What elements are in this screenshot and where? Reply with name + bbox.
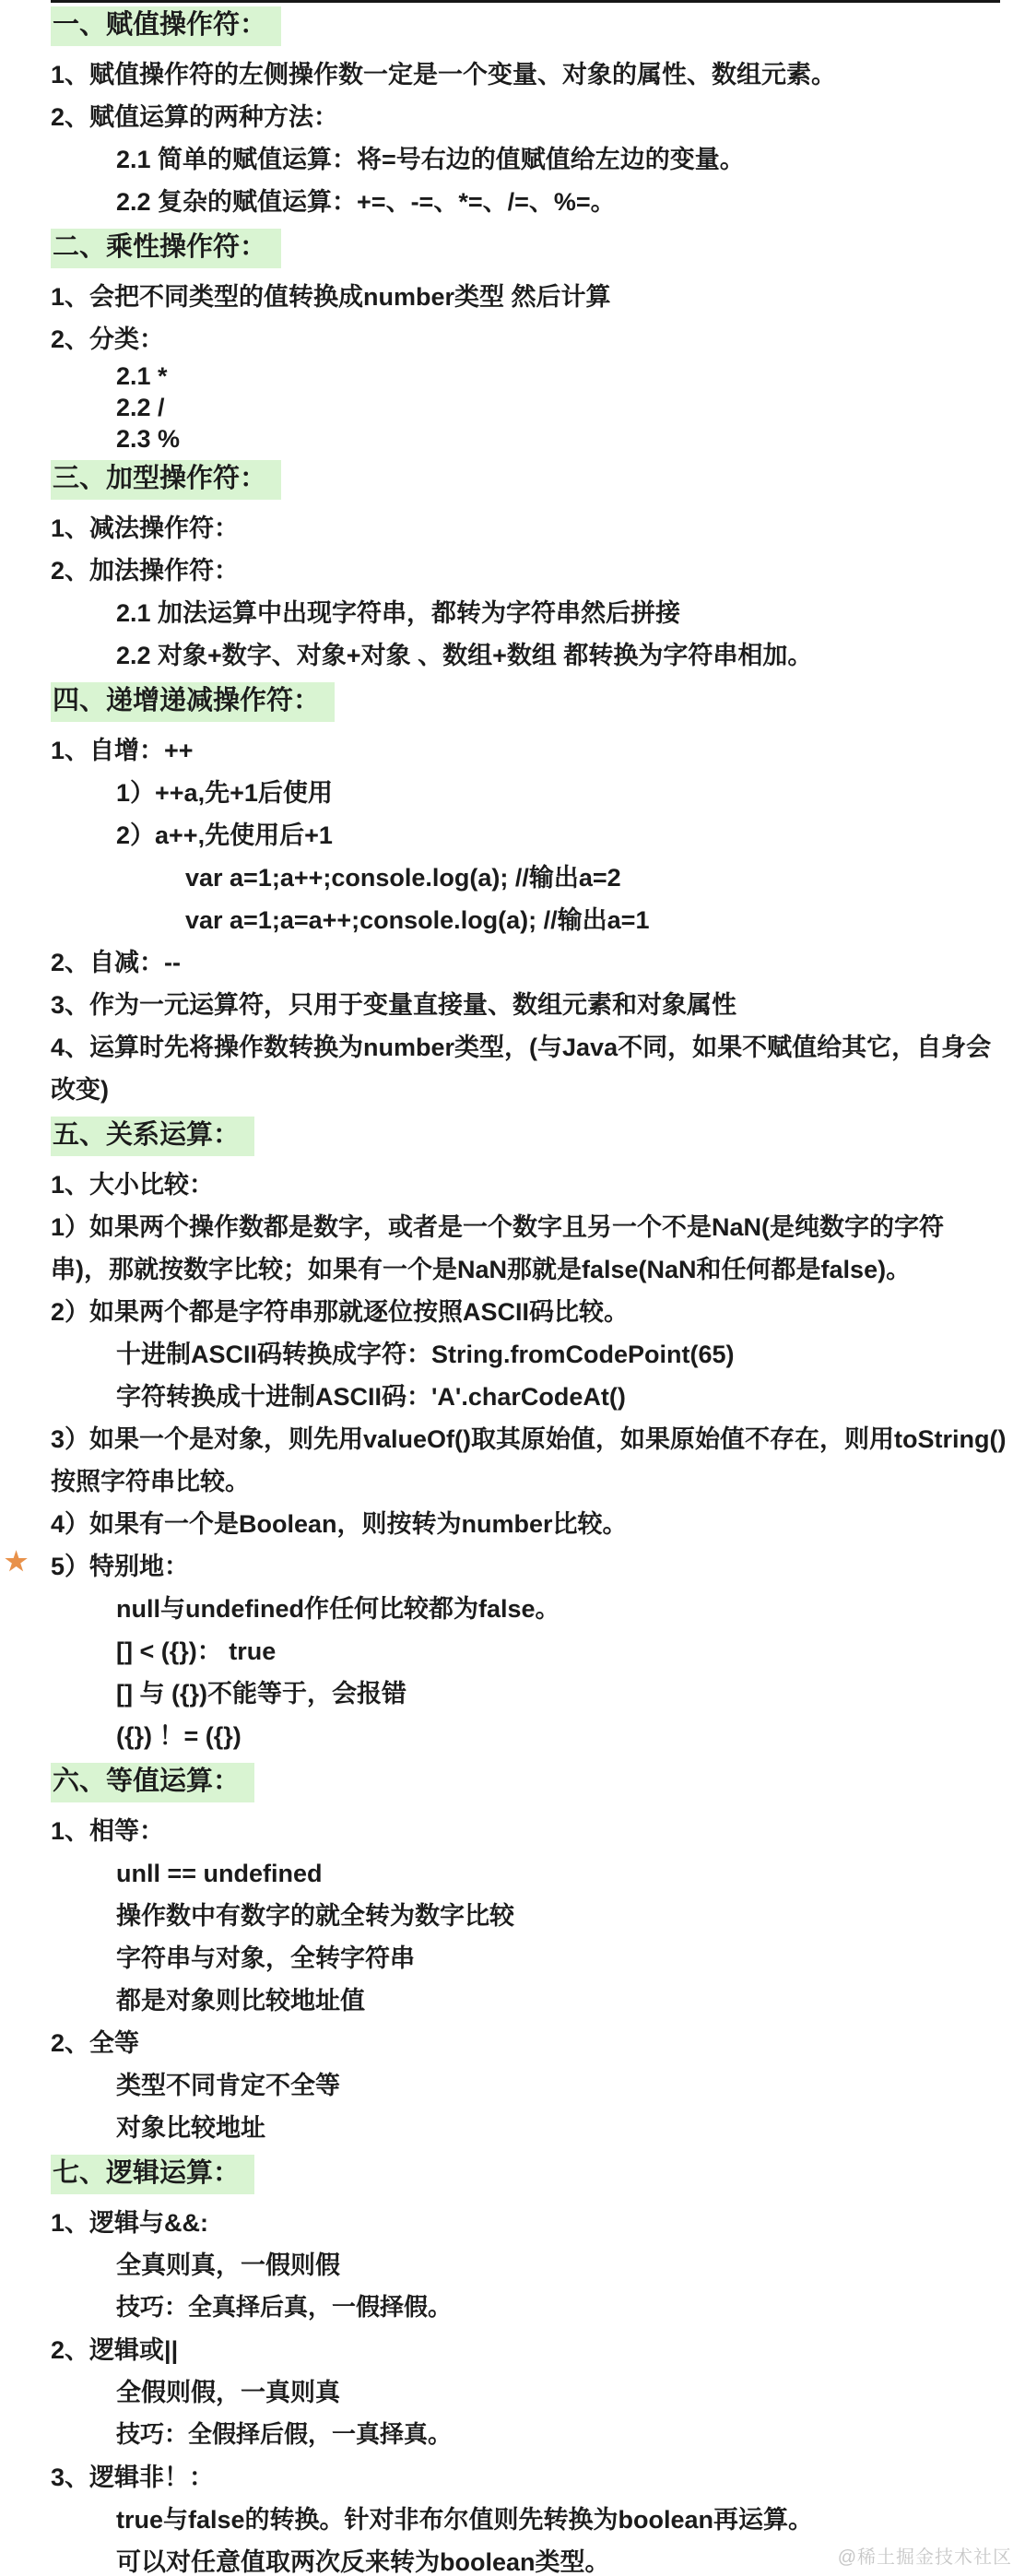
text-line (51, 1026, 1019, 1069)
text-line-content: 1、相等： (51, 1817, 165, 1845)
text-line-content: 2、加法操作符： (51, 557, 240, 585)
text-line (51, 941, 1019, 984)
text-line (51, 392, 1019, 423)
text-line (51, 318, 1019, 360)
text-line (51, 1588, 1019, 1630)
text-line (51, 814, 1019, 857)
text-line-content: 2.2 复杂的赋值运算：+=、-=、*=、/=、%=。 (116, 188, 616, 216)
text-line (51, 1503, 1019, 1545)
text-line (51, 1630, 1019, 1672)
text-line (51, 899, 1019, 941)
text-line-content: 3、逻辑非！： (51, 2464, 215, 2491)
text-line-content: ({}) ！= ({}) (116, 1722, 242, 1750)
section-heading-highlight: 七、逻辑运算： (51, 2155, 254, 2194)
text-line (51, 1937, 1019, 1979)
text-line-content: 2）如果两个都是字符串那就逐位按照ASCII码比较。 (51, 1298, 630, 1326)
text-line-content: 5）特别地： (51, 1553, 190, 1580)
section-heading-highlight: 一、赋值操作符： (51, 6, 281, 46)
text-line-content: 技巧：全假择后假，一真择真。 (116, 2421, 453, 2448)
text-line (51, 592, 1019, 634)
text-line-content: 2、自减：-- (51, 949, 181, 976)
text-line-content: 2、分类： (51, 325, 165, 353)
section-heading (51, 1, 1019, 53)
text-line (51, 729, 1019, 772)
section-heading (51, 1111, 1019, 1164)
text-line-content: 2、逻辑或|| (51, 2336, 179, 2364)
text-line-content: var a=1;a=a++;console.log(a); //输出a=1 (185, 906, 650, 934)
section-heading (51, 455, 1019, 507)
text-line (51, 53, 1019, 96)
text-line (51, 2286, 1019, 2329)
text-line-content: 1）如果两个操作数都是数字，或者是一个数字且另一个不是NaN(是纯数字的字符 (51, 1213, 945, 1241)
text-line (51, 1164, 1019, 1206)
text-line (51, 2022, 1019, 2064)
text-line-content: 1、赋值操作符的左侧操作数一定是一个变量、对象的属性、数组元素。 (51, 61, 837, 89)
text-line (51, 1715, 1019, 1757)
text-line (51, 96, 1019, 138)
text-line-content: 对象比较地址 (116, 2114, 265, 2142)
text-line (51, 857, 1019, 899)
text-line-content: 类型不同肯定不全等 (116, 2072, 340, 2099)
text-line-content: unll == undefined (116, 1860, 323, 1887)
text-line (51, 2371, 1019, 2414)
text-line-content: [] < ({})： true (116, 1637, 277, 1665)
text-line-content: 按照字符串比较。 (51, 1468, 250, 1495)
text-line-content: 2.1 * (116, 362, 168, 390)
text-line (51, 1376, 1019, 1418)
text-line-content: 可以对任意值取两次反来转为boolean类型。 (116, 2548, 610, 2576)
text-line-content: true与false的转换。针对非布尔值则先转换为boolean再运算。 (116, 2506, 814, 2534)
text-line-content: 改变) (51, 1076, 109, 1104)
text-line (51, 1852, 1019, 1895)
text-line-content: 十进制ASCII码转换成字符：String.fromCodePoint(65) (116, 1341, 735, 1368)
text-line-content: [] 与 ({})不能等于，会报错 (116, 1680, 406, 1707)
text-line-content: 1、自增：++ (51, 737, 194, 764)
section-heading-highlight: 四、递增递减操作符： (51, 682, 335, 722)
text-line (51, 1460, 1019, 1503)
text-line-content: 串)，那就按数字比较；如果有一个是NaN那就是false(NaN和任何都是false)。 (51, 1256, 912, 1283)
section-heading (51, 223, 1019, 276)
text-line (51, 1206, 1019, 1248)
star-icon: ★ (5, 1547, 29, 1576)
section-heading-highlight: 五、关系运算： (51, 1117, 254, 1156)
section-heading (51, 1757, 1019, 1810)
text-line (5, 1545, 1019, 1588)
text-line-content: null与undefined作任何比较都为false。 (116, 1595, 560, 1623)
text-line-content: 1、会把不同类型的值转换成number类型 然后计算 (51, 283, 611, 311)
text-line (51, 138, 1019, 181)
text-line-content: 2.3 % (116, 425, 181, 453)
text-line (51, 1672, 1019, 1715)
document-content (5, 1, 1019, 2576)
text-line-content: 2.2 对象+数字、对象+对象 、数组+数组 都转换为字符串相加。 (116, 642, 813, 669)
section-heading-highlight: 六、等值运算： (51, 1763, 254, 1802)
text-line-content: 1、减法操作符： (51, 514, 240, 542)
text-line-content: 4）如果有一个是Boolean，则按转为number比较。 (51, 1510, 628, 1538)
text-line (51, 2329, 1019, 2371)
text-line (51, 634, 1019, 677)
text-line (51, 2107, 1019, 2149)
section-heading (51, 2149, 1019, 2202)
text-line-content: 2.1 加法运算中出现字符串，都转为字符串然后拼接 (116, 599, 681, 627)
text-line (51, 1418, 1019, 1460)
text-line-content: 2.2 / (116, 394, 165, 421)
text-line-content: 1）++a,先+1后使用 (116, 779, 333, 807)
text-line (51, 1895, 1019, 1937)
text-line (51, 360, 1019, 392)
text-line (51, 2456, 1019, 2499)
section-heading (51, 677, 1019, 729)
watermark: @稀土掘金技术社区 (837, 2547, 1012, 2568)
text-line-content: 2、全等 (51, 2029, 140, 2057)
text-line (51, 1069, 1019, 1111)
text-line-content: 4、运算时先将操作数转换为number类型，(与Java不同，如果不赋值给其它，自身会 (51, 1034, 992, 1061)
text-line (51, 1248, 1019, 1291)
text-line-content: 1、逻辑与&&: (51, 2209, 209, 2237)
text-line (51, 2244, 1019, 2286)
text-line-content: 全真则真，一假则假 (116, 2251, 340, 2279)
text-line (51, 276, 1019, 318)
text-line (51, 507, 1019, 549)
text-line-content: 2.1 简单的赋值运算：将=号右边的值赋值给左边的变量。 (116, 146, 745, 173)
text-line (51, 423, 1019, 455)
text-line (51, 2064, 1019, 2107)
text-line-content: 全假则假，一真则真 (116, 2379, 340, 2406)
text-line-content: 都是对象则比较地址值 (116, 1987, 365, 2015)
text-line-content: 2）a++,先使用后+1 (116, 821, 333, 849)
text-line-content: 字符串与对象，全转字符串 (116, 1944, 415, 1972)
text-line (51, 1333, 1019, 1376)
text-line-content: 1、大小比较： (51, 1171, 215, 1199)
text-line (51, 1979, 1019, 2022)
text-line (51, 2202, 1019, 2244)
text-line-content: 技巧：全真择后真，一假择假。 (116, 2294, 453, 2321)
text-line (51, 984, 1019, 1026)
text-line-content: 字符转换成十进制ASCII码：'A'.charCodeAt() (116, 1383, 626, 1411)
text-line (51, 1810, 1019, 1852)
text-line-content: 3）如果一个是对象，则先用valueOf()取其原始值，如果原始值不存在，则用toString() (51, 1425, 1007, 1453)
text-line (51, 549, 1019, 592)
section-heading-highlight: 三、加型操作符： (51, 460, 281, 500)
text-line (51, 181, 1019, 223)
text-line-content: 3、作为一元运算符，只用于变量直接量、数组元素和对象属性 (51, 991, 737, 1019)
section-heading-highlight: 二、乘性操作符： (51, 229, 281, 268)
text-line-content: 操作数中有数字的就全转为数字比较 (116, 1902, 514, 1930)
text-line-content: var a=1;a++;console.log(a); //输出a=2 (185, 864, 621, 892)
text-line (51, 2499, 1019, 2541)
text-line (51, 1291, 1019, 1333)
text-line (51, 2414, 1019, 2456)
text-line (51, 772, 1019, 814)
text-line-content: 2、赋值运算的两种方法： (51, 103, 339, 131)
